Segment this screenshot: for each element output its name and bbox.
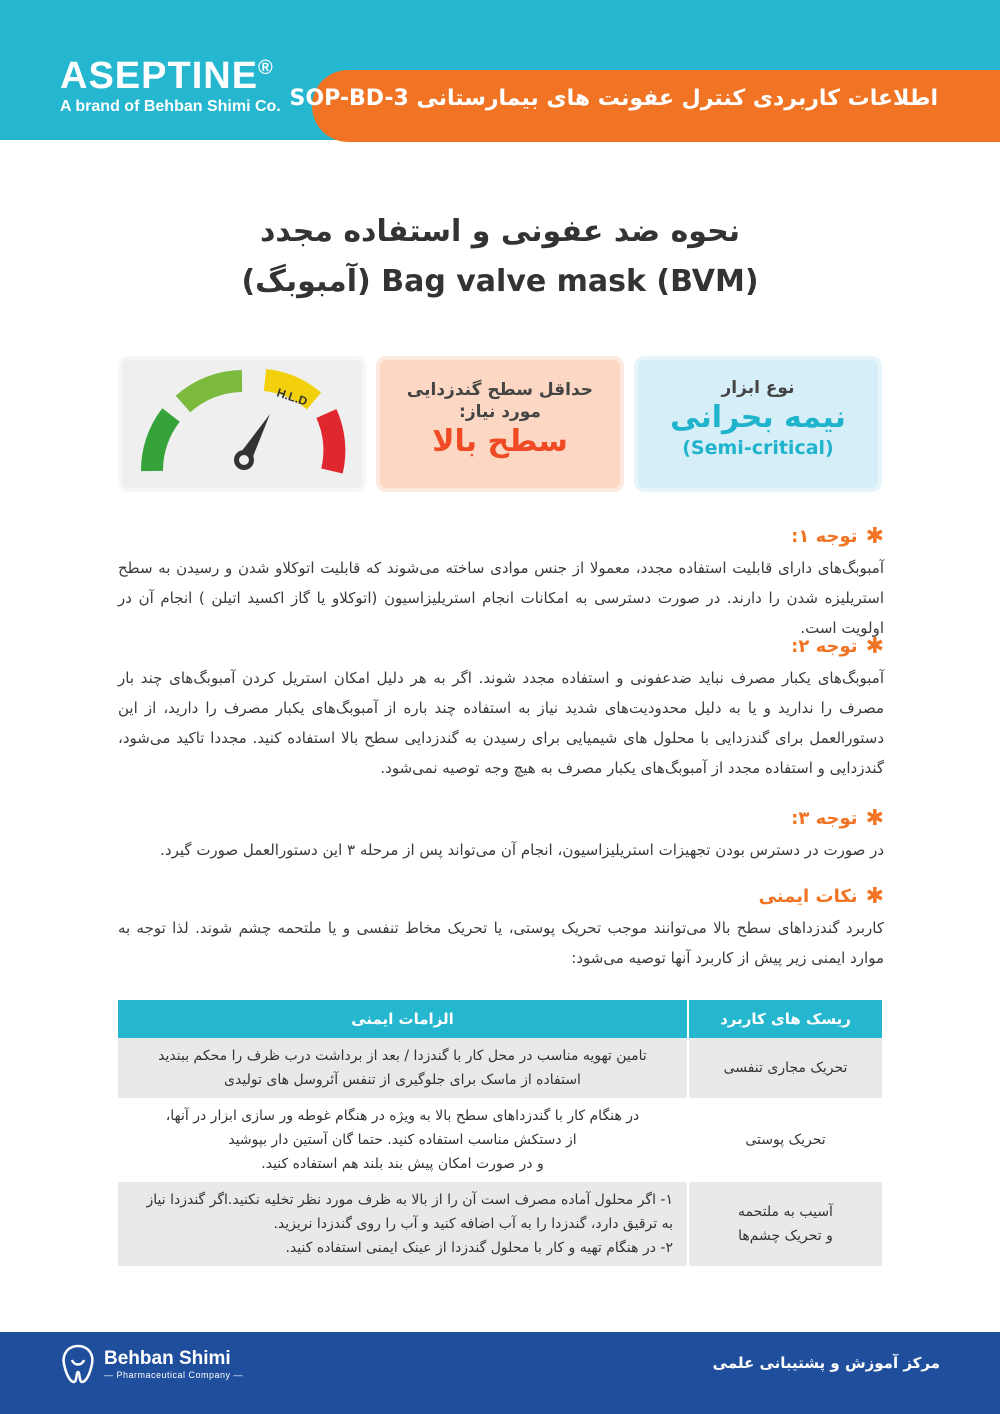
gauge-segment-lightgreen: [183, 381, 242, 404]
requirement-cell: در هنگام کار با گندزداهای سطح بالا به ویژه در هنگام غوطه ور سازی ابزار در آنها، از دستکش مناسب استفاده کنید. حتما گان آستین دار بپوشید و در صورت امکان پیش بند بلند هم استفاده کنید.: [118, 1098, 688, 1182]
header-banner: [289, 70, 1000, 142]
note-3: [118, 805, 884, 865]
note-body: در صورت در دسترس بودن تجهیزات استریلیزاسیون، انجام آن می‌تواند پس از مرحله ۳ این دستورالعمل صورت گیرد.: [160, 841, 884, 859]
note-2: [118, 633, 884, 783]
requirement-cell: تامین تهویه مناسب در محل کار با گندزدا / بعد از برداشت درب ظرف را محکم ببندید استفاده از ماسک برای جلوگیری از تنفس آئروسل های تولیدی: [118, 1038, 688, 1098]
brand-reg: ®: [258, 57, 274, 79]
table-header-row: [118, 1000, 882, 1038]
surface-value: سطح بالا: [432, 424, 568, 459]
page-subtitle: Bag valve mask (BVM) (آمبوبگ): [241, 264, 759, 299]
gauge-card: [118, 356, 366, 492]
col-header-requirements: الزامات ایمنی: [118, 1000, 688, 1038]
risk-cell: تحریک مجاری تنفسی: [688, 1038, 882, 1098]
tool-subvalue: (Semi-critical): [682, 437, 834, 459]
tooth-logo-icon: [60, 1344, 96, 1384]
table-row: [118, 1038, 882, 1098]
footer-logo-name: Behban Shimi: [104, 1348, 231, 1369]
note-body: آمبوبگ‌های دارای قابلیت استفاده مجدد، معمولا از جنس موادی ساخته می‌شوند که قابلیت اتوکلاو شدن و رسیدن به سطح استریلیزه شدن را دارند. در صورت دسترسی به امکانات انجام استریلیزاسیون (اتوکلاو یا گاز اکسید اتیلن ) انجام آن در اولویت است.: [118, 559, 884, 637]
surface-label-2: مورد نیاز:: [459, 402, 541, 422]
gauge-segment-green: [152, 415, 171, 471]
asterisk-icon: ✱: [865, 883, 884, 909]
note-body: آمبوبگ‌های یکبار مصرف نباید ضدعفونی و استفاده مجدد شوند. اگر به هر دلیل امکان استریل کردن آمبوبگ‌های چند بار مصرف را ندارید و یا به دلیل محدودیت‌های شدید نیاز به استفاده چند باره از آمبوبگ‌های یکبار مصرف را دارید، از این دستورالعمل برای گندزدایی با محلول های شیمیایی برای رسیدن به گندزدایی سطح بالا استفاده کنید. مجددا تاکید می‌شود، گندزدایی و استفاده مجدد از آمبوبگ‌های یکبار مصرف به هیچ وجه توصیه نمی‌شود.: [118, 669, 884, 777]
note-title: توجه ۱:: [791, 526, 858, 547]
page-title: نحوه ضد عفونی و استفاده مجدد: [259, 214, 740, 249]
brand-subtitle: A brand of Behban Shimi Co.: [60, 98, 281, 115]
risk-cell: تحریک پوستی: [688, 1098, 882, 1182]
note-title: توجه ۳:: [791, 808, 858, 829]
surface-level-card: [376, 356, 624, 492]
safety-notes: [118, 883, 884, 973]
gauge-label: H.L.D: [275, 385, 310, 409]
table-row: [118, 1098, 882, 1182]
gauge-segment-red: [326, 414, 334, 472]
table-row: [118, 1182, 882, 1266]
note-body: کاربرد گندزداهای سطح بالا می‌توانند موجب تحریک پوستی، یا تحریک مخاط تنفسی و یا ملتحمه چشم شوند. لذا توجه به موارد ایمنی زیر پیش از کاربرد آنها توصیه می‌شود:: [118, 919, 884, 967]
asterisk-icon: ✱: [865, 805, 884, 831]
surface-label-1: حداقل سطح گندزدایی: [406, 380, 594, 400]
note-title: نکات ایمنی: [758, 886, 858, 907]
tool-value: نیمه بحرانی: [670, 400, 846, 435]
note-title: توجه ۲:: [791, 636, 858, 657]
tool-label: نوع ابزار: [721, 378, 795, 398]
footer-logo-sub: — Pharmaceutical Company —: [104, 1370, 244, 1380]
banner-title: اطلاعات کاربردی کنترل عفونت های بیمارستانی SOP-BD-3: [289, 86, 938, 111]
col-header-risk: ریسک های کاربرد: [688, 1000, 882, 1038]
safety-table: [118, 1000, 882, 1266]
asterisk-icon: ✱: [865, 633, 884, 659]
footer-center-name: مرکز آموزش و پشتیبانی علمی: [712, 1354, 940, 1372]
note-1: [118, 523, 884, 643]
requirement-cell: ۱- اگر محلول آماده مصرف است آن را از بالا به ظرف مورد نظر تخلیه نکنید.اگر گندزدا نیاز به ترقیق دارد، گندزدا را به آب اضافه کنید و آب را روی گندزدا نریزید. ۲- در هنگام تهیه و کار با محلول گندزدا از عینک ایمنی استفاده کنید.: [118, 1182, 688, 1266]
brand-name: ASEPTINE: [60, 55, 259, 97]
footer: [0, 1332, 1000, 1414]
gauge-icon: [122, 360, 362, 488]
footer-logo: [60, 1344, 243, 1384]
brand-logo: [60, 56, 281, 116]
tool-type-card: [634, 356, 882, 492]
risk-cell: آسیب به ملتحمه و تحریک چشم‌ها: [688, 1182, 882, 1266]
asterisk-icon: ✱: [865, 523, 884, 549]
